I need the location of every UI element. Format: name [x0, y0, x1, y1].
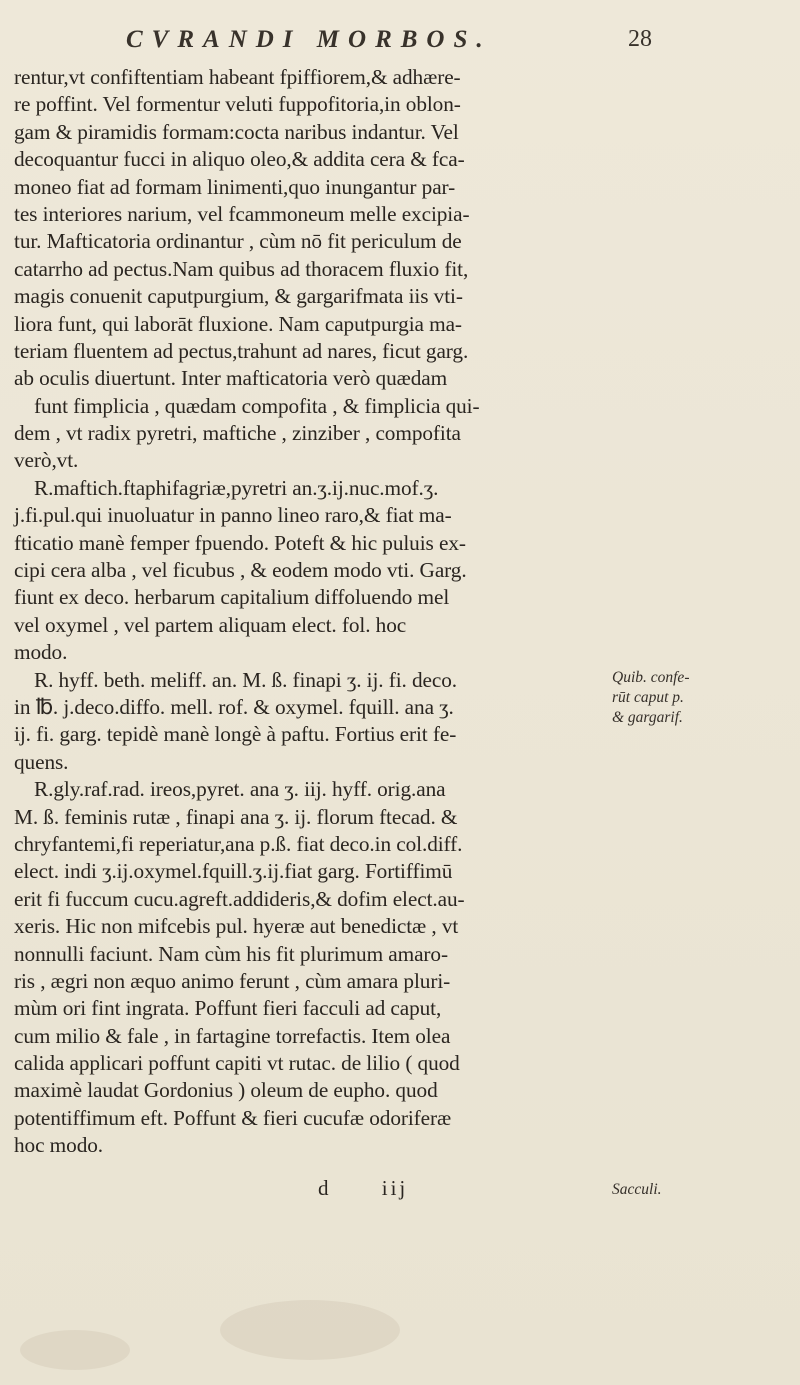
- text-line: elect. indi ʒ.ij.oxymel.fquill.ʒ.ij.fiat garg. Fortiffimū: [14, 859, 453, 884]
- text-line: cipi cera alba , vel ficubus , & eodem modo vti. Garg.: [14, 558, 467, 583]
- margin-note-line: & gargarif.: [612, 709, 683, 726]
- text-line: erit fi fuccum cucu.agreft.addideris,& dofim elect.au-: [14, 886, 465, 911]
- text-line: quens.: [14, 749, 69, 774]
- recipe-line: R.gly.raf.rad. ireos,pyret. ana ʒ. iij. hyff. orig.ana: [34, 777, 446, 802]
- text-line: moneo fiat ad formam linimenti,quo inungantur par-: [14, 174, 456, 199]
- text-line: ab oculis diuertunt. Inter mafticatoria verò quædam: [14, 366, 448, 391]
- running-head: CVRANDI MORBOS.: [126, 26, 492, 53]
- text-line: j.fi.pul.qui inuoluatur in panno lineo raro,& fiat ma-: [14, 503, 452, 528]
- text-line: re poffint. Vel formentur veluti fuppofitoria,in oblon-: [14, 92, 461, 117]
- text-line: ris , ægri non æquo animo ferunt , cùm amara pluri-: [14, 968, 451, 993]
- text-line: decoquantur fucci in aliquo oleo,& addita cera & fca-: [14, 147, 465, 172]
- text-line: calida applicari poffunt capiti vt rutac. de lilio ( quod: [14, 1051, 460, 1076]
- text-line: chryfantemi,fi reperiatur,ana p.ß. fiat deco.in col.diff.: [14, 831, 463, 856]
- signature-number: iij: [381, 1176, 409, 1200]
- text-line: M. ß. feminis rutæ , finapi ana ʒ. ij. florum ftecad. &: [14, 804, 458, 829]
- text-line: fiunt ex deco. herbarum capitalium diffoluendo mel: [14, 585, 450, 610]
- text-line: dem , vt radix pyretri, maftiche , zinziber , compofita: [14, 421, 461, 446]
- text-line: rentur,vt confiftentiam habeant fpiffiorem,& adhære-: [14, 65, 461, 89]
- text-line: maximè laudat Gordonius ) oleum de eupho. quod: [14, 1078, 438, 1103]
- text-line: fticatio manè femper fpuendo. Poteft & hic puluis ex-: [14, 530, 466, 555]
- text-line: in ℔. j.deco.diffo. mell. rof. & oxymel. fquill. ana ʒ.: [14, 694, 454, 719]
- page-number: 28: [628, 26, 652, 52]
- body-text: [14, 64, 604, 1160]
- text-line: modo.: [14, 640, 68, 665]
- signature-mark: [318, 1176, 408, 1201]
- page-header: [126, 26, 652, 60]
- text-line: verò,vt.: [14, 448, 79, 473]
- margin-note-line: rūt caput p.: [612, 689, 684, 706]
- signature-letter: d: [318, 1176, 332, 1200]
- text-line: ij. fi. garg. tepidè manè longè à paftu. Fortius erit fe-: [14, 722, 457, 747]
- text-line: hoc modo.: [14, 1133, 104, 1158]
- margin-note: [612, 668, 689, 728]
- text-line: tur. Mafticatoria ordinantur , cùm nō fit periculum de: [14, 229, 462, 254]
- recipe-line: R. hyff. beth. meliff. an. M. ß. finapi ʒ. ij. fi. deco.: [34, 667, 458, 692]
- text-line: nonnulli faciunt. Nam cùm his fit plurimum amaro-: [14, 941, 448, 966]
- text-line: gam & piramidis formam:cocta naribus indantur. Vel: [14, 119, 459, 144]
- margin-note-sacculi: Sacculi.: [612, 1181, 662, 1198]
- recipe-line: R.maftich.ftaphifagriæ,pyretri an.ʒ.ij.nuc.mof.ʒ.: [34, 475, 439, 500]
- text-line: potentiffimum eft. Poffunt & fieri cucufæ odoriferæ: [14, 1105, 452, 1130]
- text-line: vel oxymel , vel partem aliquam elect. fol. hoc: [14, 612, 407, 637]
- margin-note-line: Quib. confe-: [612, 669, 690, 686]
- text-line: liora funt, qui laborāt fluxione. Nam caputpurgia ma-: [14, 311, 462, 336]
- text-line: magis conuenit caputpurgium, & gargarifmata iis vti-: [14, 284, 463, 309]
- text-line: cum milio & fale , in fartagine torrefactis. Item olea: [14, 1023, 451, 1048]
- text-line: funt fimplicia , quædam compofita , & fimplicia qui-: [34, 393, 480, 418]
- text-line: teriam fluentem ad pectus,trahunt ad nares, ficut garg.: [14, 338, 469, 363]
- text-line: mùm ori fint ingrata. Poffunt fieri facculi ad caput,: [14, 996, 442, 1021]
- paper-stain: [220, 1300, 400, 1360]
- text-line: catarrho ad pectus.Nam quibus ad thoracem fluxio fit,: [14, 256, 469, 281]
- paper-stain: [20, 1330, 130, 1370]
- text-line: xeris. Hic non mifcebis pul. hyeræ aut benedictæ , vt: [14, 914, 459, 939]
- text-line: tes interiores narium, vel fcammoneum melle excipia-: [14, 201, 470, 226]
